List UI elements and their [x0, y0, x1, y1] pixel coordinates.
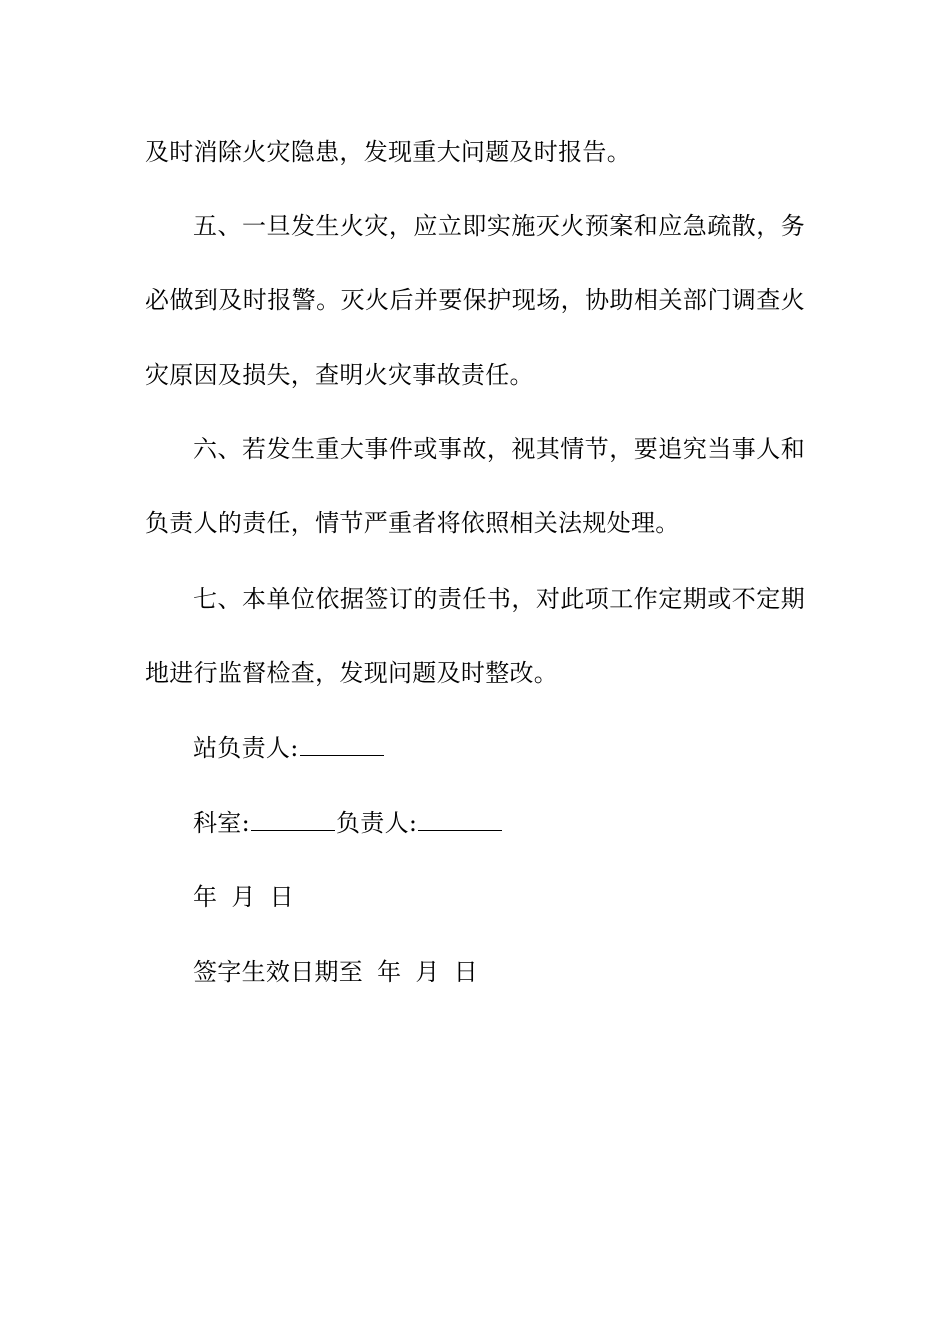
- dept-signature: [193, 808, 805, 838]
- paragraph-line: 及时消除火灾隐患，发现重大问题及时报告。: [145, 138, 631, 166]
- station-head-blank: [300, 733, 384, 756]
- paragraph-line: 五、一旦发生火灾，应立即实施灭火预案和应急疏散，务: [193, 212, 805, 240]
- dept-head-blank: [418, 808, 502, 831]
- paragraph-line: 七、本单位依据签订的责任书，对此项工作定期或不定期: [193, 585, 805, 613]
- station-head-signature: [193, 733, 805, 763]
- effective-label: 签字生效日期至: [193, 958, 364, 986]
- dept-head-label: 负责人:: [336, 809, 418, 837]
- dept-blank: [251, 808, 335, 831]
- month-label: 月: [231, 883, 256, 911]
- station-head-label: 站负责人:: [193, 734, 299, 762]
- paragraph-line: 负责人的责任，情节严重者将依照相关法规处理。: [145, 509, 680, 537]
- dept-label: 科室:: [193, 809, 250, 837]
- effective-month-label: 月: [415, 958, 440, 986]
- paragraph-line: 必做到及时报警。灭火后并要保护现场，协助相关部门调查火: [145, 286, 805, 314]
- effective-year-label: 年: [377, 958, 402, 986]
- paragraph-line: 地进行监督检查，发现问题及时整改。: [145, 659, 559, 687]
- effective-date: [193, 957, 805, 987]
- paragraph-line: 六、若发生重大事件或事故，视其情节，要追究当事人和: [193, 435, 805, 463]
- paragraph-line: 灾原因及损失，查明火灾事故责任。: [145, 361, 534, 389]
- year-label: 年: [193, 883, 218, 911]
- effective-day-label: 日: [453, 958, 479, 986]
- day-label: 日: [269, 883, 294, 911]
- signing-date: [193, 882, 805, 912]
